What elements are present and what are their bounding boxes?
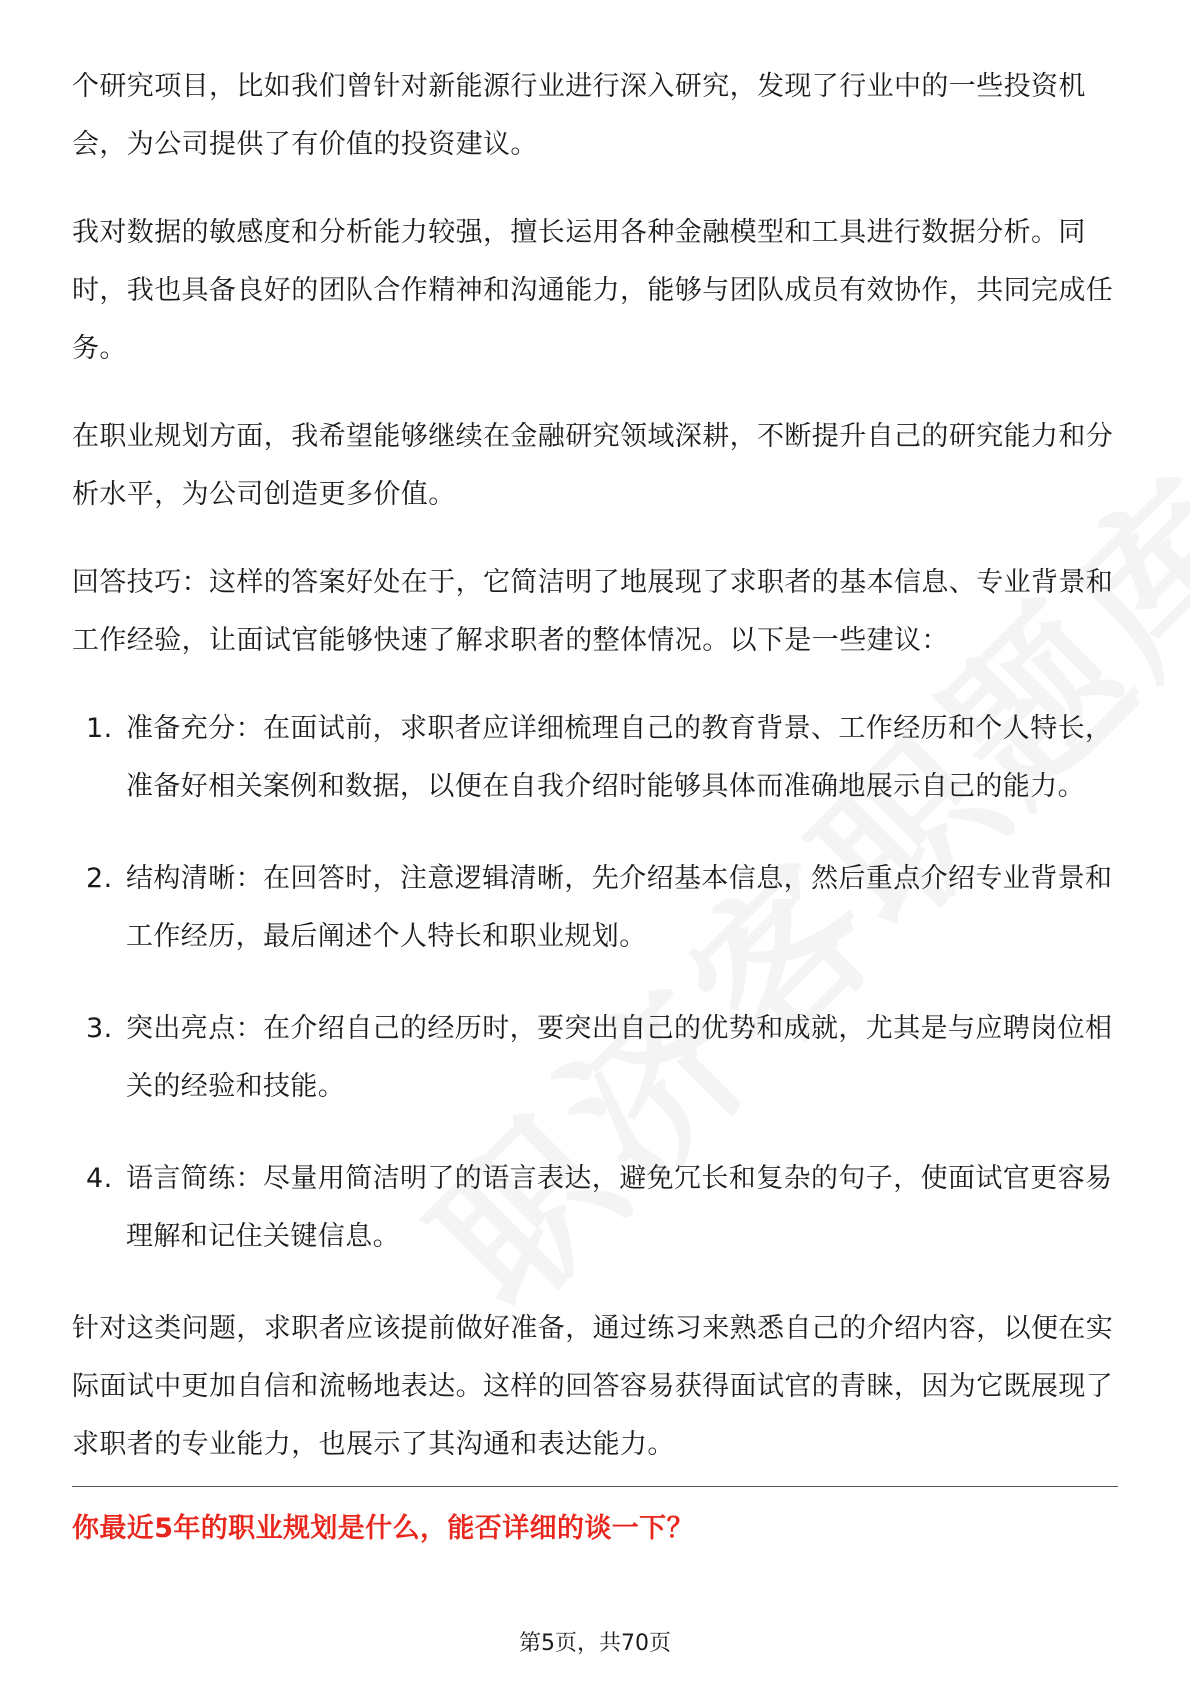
document-body (72, 58, 1118, 1504)
list-item-text: 准备充分：在面试前，求职者应详细梳理自己的教育背景、工作经历和个人特长，准备好相关案例和数据，以便在自我介绍时能够具体而准确地展示自己的能力。 (126, 713, 1113, 802)
list-item-text: 语言简练：尽量用简洁明了的语言表达，避免冗长和复杂的句子，使面试官更容易理解和记住关键信息。 (126, 1163, 1113, 1252)
closing-paragraph: 针对这类问题，求职者应该提前做好准备，通过练习来熟悉自己的介绍内容，以便在实际面试中更加自信和流畅地表达。这样的回答容易获得面试官的青睐，因为它既展现了求职者的专业能力，也展示了其沟通和表达能力。 (72, 1313, 1114, 1460)
paragraph: 个研究项目，比如我们曾针对新能源行业进行深入研究，发现了行业中的一些投资机会，为公司提供了有价值的投资建议。 (72, 71, 1086, 160)
section-divider (72, 1486, 1118, 1487)
list-item (72, 850, 1118, 966)
list-item-text: 突出亮点：在介绍自己的经历时，要突出自己的优势和成就，尤其是与应聘岗位相关的经验和技能。 (126, 1013, 1113, 1102)
list-number: 3. (86, 1013, 113, 1044)
answer-tips-intro: 回答技巧：这样的答案好处在于，它简洁明了地展现了求职者的基本信息、专业背景和工作经验，让面试官能够快速了解求职者的整体情况。以下是一些建议： (72, 567, 1114, 656)
next-question-heading: 你最近5年的职业规划是什么，能否详细的谈一下？ (72, 1513, 694, 1544)
paragraph: 在职业规划方面，我希望能够继续在金融研究领域深耕，不断提升自己的研究能力和分析水平，为公司创造更多价值。 (72, 421, 1114, 510)
list-item (72, 1150, 1118, 1266)
list-item (72, 1000, 1118, 1116)
list-item (72, 700, 1118, 816)
list-item-text: 结构清晰：在回答时，注意逻辑清晰，先介绍基本信息，然后重点介绍专业背景和工作经历，最后阐述个人特长和职业规划。 (126, 863, 1113, 952)
tips-list (72, 700, 1118, 1266)
list-number: 4. (86, 1163, 113, 1194)
paragraph: 我对数据的敏感度和分析能力较强，擅长运用各种金融模型和工具进行数据分析。同时，我也具备良好的团队合作精神和沟通能力，能够与团队成员有效协作，共同完成任务。 (72, 217, 1114, 364)
page-number: 第5页，共70页 (519, 1631, 671, 1656)
list-number: 2. (86, 863, 113, 894)
list-number: 1. (86, 713, 113, 744)
